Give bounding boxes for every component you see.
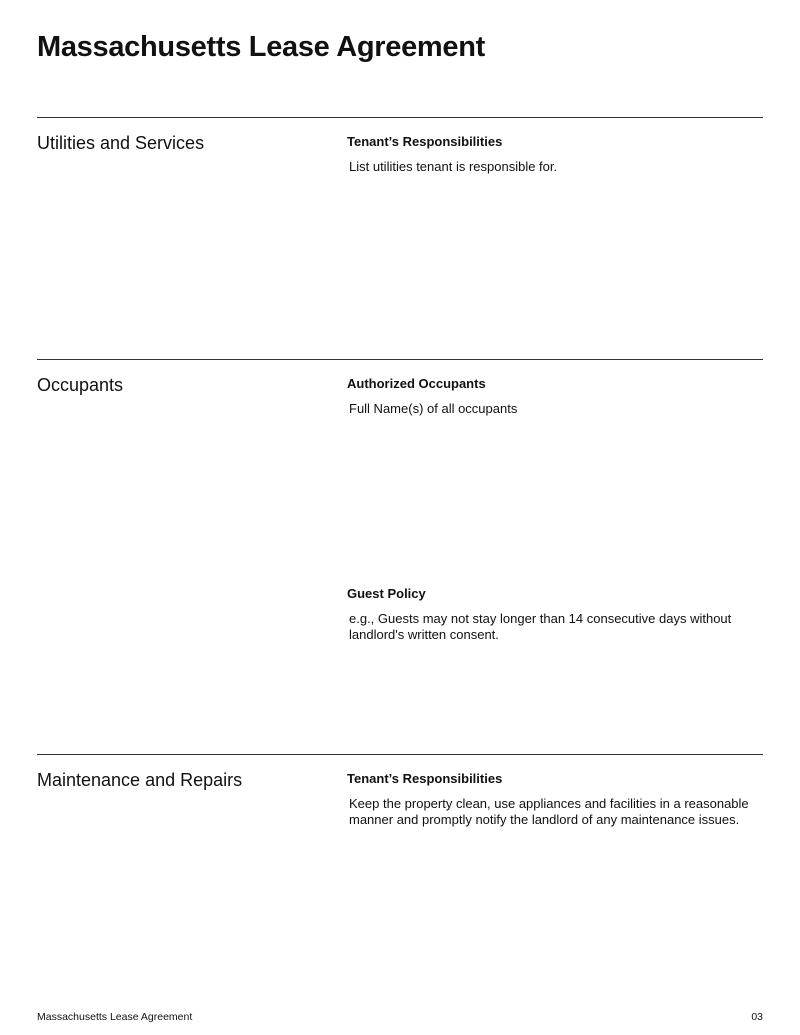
field-value[interactable]: List utilities tenant is responsible for. [349,159,558,174]
section-occupants [37,359,763,755]
section-title: Maintenance and Repairs [37,770,243,790]
section-utilities-and-services [37,117,763,360]
field-label: Authorized Occupants [347,376,486,391]
field-tenant-responsibilities [347,771,763,828]
field-label: Tenant’s Responsibilities [347,134,503,149]
footer-document-title: Massachusetts Lease Agreement [37,1011,193,1023]
section-title: Occupants [37,375,124,395]
footer-page-number: 03 [751,1011,763,1023]
field-tenant-responsibilities [347,134,763,175]
section-maintenance-and-repairs [37,754,763,985]
section-title: Utilities and Services [37,133,205,153]
field-authorized-occupants [347,376,763,417]
field-value[interactable]: Full Name(s) of all occupants [349,401,518,416]
page-title: Massachusetts Lease Agreement [37,31,485,63]
field-guest-policy [347,586,763,643]
field-value[interactable]: Keep the property clean, use appliances and facilities in a reasonable manner and promptly notify the landlord of any maintenance issues. [349,796,749,827]
field-value[interactable]: e.g., Guests may not stay longer than 14 consecutive days without landlord's written consent. [349,611,732,642]
field-label: Tenant’s Responsibilities [347,771,503,786]
field-label: Guest Policy [347,586,426,601]
